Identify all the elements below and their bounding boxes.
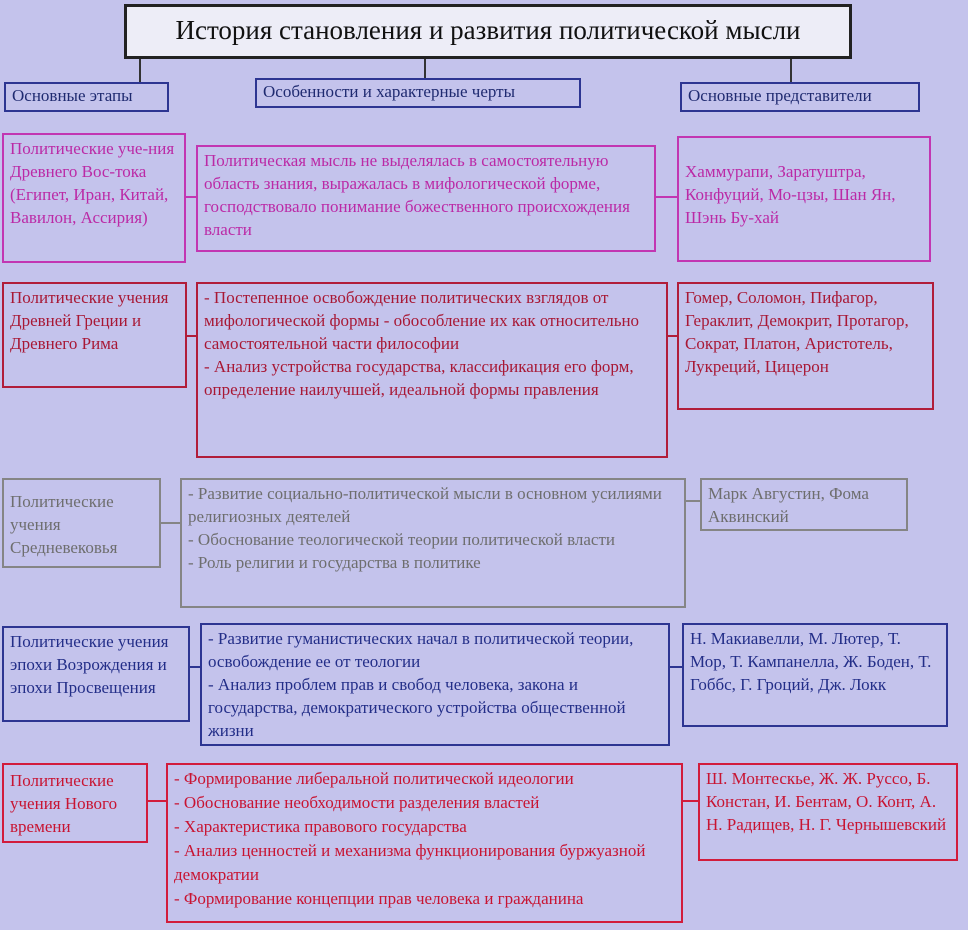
title-connector-center <box>424 59 426 79</box>
representatives-ancient-east: Хаммурапи, Заратуштра, Конфуций, Мо-цзы, Шан Ян, Шэнь Бу-хай <box>677 136 931 262</box>
connector-row1-left <box>186 196 196 198</box>
representatives-modern-times: Ш. Монтескье, Ж. Ж. Руссо, Б. Констан, И. Бентам, О. Конт, А. Н. Радищев, Н. Г. Чернышевский <box>698 763 958 861</box>
stage-middle-ages: Политические учения Средневековья <box>2 478 161 568</box>
header-stages: Основные этапы <box>4 82 169 112</box>
connector-row3-left <box>161 522 180 524</box>
stage-ancient-greece-rome: Политические учения Древней Греции и Древнего Рима <box>2 282 187 388</box>
representatives-renaissance-enlightenment: Н. Макиавелли, М. Лютер, Т. Мор, Т. Кампанелла, Ж. Боден, Т. Гоббс, Г. Гроций, Дж. Локк <box>682 623 948 727</box>
features-renaissance-enlightenment: - Развитие гуманистических начал в политической теории, освобождение ее от теологии - Анализ проблем прав и свобод человека, закона и государства, демократического устройства общественной жизни <box>200 623 670 746</box>
connector-row4-right <box>670 666 682 668</box>
connector-row3-right <box>686 500 700 502</box>
representatives-ancient-greece-rome: Гомер, Соломон, Пифагор, Гераклит, Демокрит, Протагор, Сократ, Платон, Аристотель, Лукреций, Цицерон <box>677 282 934 410</box>
stage-ancient-east: Политические уче-ния Древнего Вос-тока (Египет, Иран, Китай, Вавилон, Ассирия) <box>2 133 186 263</box>
title-connector-right <box>790 59 792 83</box>
connector-row5-left <box>148 800 166 802</box>
stage-modern-times: Политические учения Нового времени <box>2 763 148 843</box>
header-representatives: Основные представители <box>680 82 920 112</box>
connector-row2-left <box>187 335 196 337</box>
representatives-middle-ages: Марк Августин, Фома Аквинский <box>700 478 908 531</box>
stage-renaissance-enlightenment: Политические учения эпохи Возрождения и эпохи Просвещения <box>2 626 190 722</box>
features-middle-ages: - Развитие социально-политической мысли в основном усилиями религиозных деятелей - Обоснование теологической теории политической власти - Роль религии и государства в политике <box>180 478 686 608</box>
connector-row5-right <box>683 800 698 802</box>
title-connector-left <box>139 59 141 83</box>
connector-row2-right <box>668 335 677 337</box>
connector-row1-right <box>656 196 677 198</box>
features-ancient-greece-rome: - Постепенное освобождение политических взглядов от мифологической формы - обособление их как относительно самостоятельной части философии - Анализ устройства государства, классификация его форм, определение наилучшей, идеальной формы правления <box>196 282 668 458</box>
features-modern-times: - Формирование либеральной политической идеологии - Обоснование необходимости разделения властей - Характеристика правового государства - Анализ ценностей и механизма функционирования буржуазной демократии - Формирование концепции прав человека и гражданина <box>166 763 683 923</box>
connector-row4-left <box>190 666 200 668</box>
header-features: Особенности и характерные черты <box>255 78 581 108</box>
features-ancient-east: Политическая мысль не выделялась в самостоятельную область знания, выражалась в мифологической форме, господствовало понимание божественного происхождения власти <box>196 145 656 252</box>
diagram-title: История становления и развития политической мысли <box>124 4 852 59</box>
